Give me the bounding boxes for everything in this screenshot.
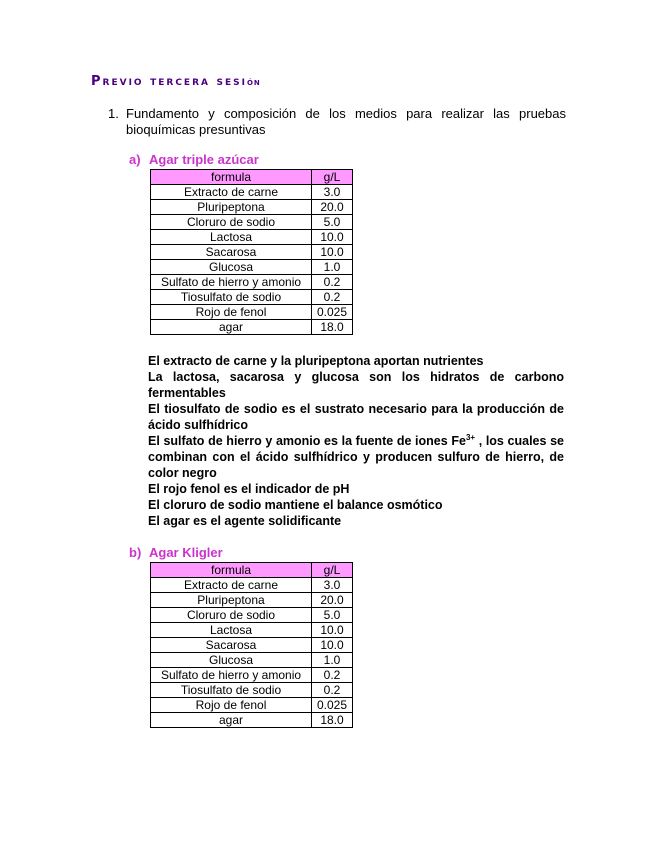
note-paragraph: La lactosa, sacarosa y glucosa son los hidratos de carbono fermentables bbox=[148, 370, 564, 400]
amount-cell: 0.2 bbox=[312, 668, 353, 683]
table-row bbox=[151, 683, 353, 698]
ingredient-cell: Extracto de carne bbox=[151, 185, 312, 200]
list-item-number: 1. bbox=[108, 106, 119, 121]
table-row bbox=[151, 638, 353, 653]
ingredient-cell: Pluripeptona bbox=[151, 593, 312, 608]
table-row bbox=[151, 245, 353, 260]
note-paragraph bbox=[148, 433, 564, 481]
column-header-gl: g/L bbox=[312, 170, 353, 185]
ingredient-cell: Extracto de carne bbox=[151, 578, 312, 593]
ingredient-cell: Cloruro de sodio bbox=[151, 215, 312, 230]
amount-cell: 1.0 bbox=[312, 260, 353, 275]
amount-cell: 18.0 bbox=[312, 713, 353, 728]
amount-cell: 10.0 bbox=[312, 245, 353, 260]
note-paragraph: El rojo fenol es el indicador de pH bbox=[148, 482, 350, 496]
page-title bbox=[91, 74, 261, 89]
amount-cell: 0.025 bbox=[312, 698, 353, 713]
table-row bbox=[151, 653, 353, 668]
column-header-gl: g/L bbox=[312, 563, 353, 578]
note-text: , los cuales se combinan con el ácido sulfhídrico y producen sulfuro de hierro, de color negro bbox=[148, 434, 564, 480]
table-row bbox=[151, 230, 353, 245]
amount-cell: 1.0 bbox=[312, 653, 353, 668]
ingredient-cell: Cloruro de sodio bbox=[151, 608, 312, 623]
table-row bbox=[151, 215, 353, 230]
page-title-main: Previo tercera sesi bbox=[91, 74, 247, 89]
table-row bbox=[151, 593, 353, 608]
note-paragraph: El cloruro de sodio mantiene el balance osmótico bbox=[148, 498, 443, 512]
ingredient-cell: Sacarosa bbox=[151, 245, 312, 260]
amount-cell: 0.2 bbox=[312, 683, 353, 698]
ingredient-cell: Glucosa bbox=[151, 260, 312, 275]
section-b-heading bbox=[129, 545, 223, 560]
table-agar-kligler bbox=[150, 562, 353, 728]
ingredient-cell: Rojo de fenol bbox=[151, 305, 312, 320]
table-row bbox=[151, 713, 353, 728]
note-paragraph: El tiosulfato de sodio es el sustrato necesario para la producción de ácido sulfhídrico bbox=[148, 402, 564, 432]
column-header-formula: formula bbox=[151, 563, 312, 578]
ingredient-cell: Pluripeptona bbox=[151, 200, 312, 215]
amount-cell: 0.025 bbox=[312, 305, 353, 320]
table-row bbox=[151, 623, 353, 638]
note-text: El sulfato de hierro y amonio es la fuente de iones Fe bbox=[148, 434, 466, 448]
table-row bbox=[151, 305, 353, 320]
note-paragraph: El agar es el agente solidificante bbox=[148, 514, 342, 528]
table-row bbox=[151, 578, 353, 593]
amount-cell: 0.2 bbox=[312, 290, 353, 305]
section-a-title: Agar triple azúcar bbox=[149, 152, 259, 167]
table-header-row bbox=[151, 563, 353, 578]
table-row bbox=[151, 200, 353, 215]
table-agar-triple-azucar bbox=[150, 169, 353, 335]
amount-cell: 5.0 bbox=[312, 608, 353, 623]
amount-cell: 5.0 bbox=[312, 215, 353, 230]
section-a-heading bbox=[129, 152, 259, 167]
ingredient-cell: Tiosulfato de sodio bbox=[151, 683, 312, 698]
table-row bbox=[151, 275, 353, 290]
list-item-1 bbox=[108, 106, 566, 138]
ingredient-cell: Lactosa bbox=[151, 230, 312, 245]
section-b-label: b) bbox=[129, 545, 142, 560]
ingredient-cell: Sulfato de hierro y amonio bbox=[151, 275, 312, 290]
column-header-formula: formula bbox=[151, 170, 312, 185]
table-row bbox=[151, 608, 353, 623]
ingredient-cell: Lactosa bbox=[151, 623, 312, 638]
amount-cell: 20.0 bbox=[312, 200, 353, 215]
amount-cell: 10.0 bbox=[312, 638, 353, 653]
ingredient-cell: Sacarosa bbox=[151, 638, 312, 653]
notes-block bbox=[148, 353, 564, 529]
page-title-suffix: ón bbox=[246, 77, 261, 88]
ingredient-cell: Sulfato de hierro y amonio bbox=[151, 668, 312, 683]
amount-cell: 18.0 bbox=[312, 320, 353, 335]
section-a-label: a) bbox=[129, 152, 141, 167]
ingredient-cell: agar bbox=[151, 320, 312, 335]
amount-cell: 10.0 bbox=[312, 230, 353, 245]
list-item-text: Fundamento y composición de los medios para realizar las pruebas bioquímicas presuntivas bbox=[126, 106, 566, 137]
table-row bbox=[151, 290, 353, 305]
table-row bbox=[151, 185, 353, 200]
ingredient-cell: agar bbox=[151, 713, 312, 728]
ingredient-cell: Rojo de fenol bbox=[151, 698, 312, 713]
amount-cell: 0.2 bbox=[312, 275, 353, 290]
amount-cell: 3.0 bbox=[312, 185, 353, 200]
amount-cell: 10.0 bbox=[312, 623, 353, 638]
note-paragraph: El extracto de carne y la pluripeptona aportan nutrientes bbox=[148, 354, 484, 368]
amount-cell: 3.0 bbox=[312, 578, 353, 593]
section-b-title: Agar Kligler bbox=[149, 545, 223, 560]
ingredient-cell: Glucosa bbox=[151, 653, 312, 668]
table-row bbox=[151, 698, 353, 713]
table-row bbox=[151, 320, 353, 335]
superscript-charge: 3+ bbox=[465, 432, 476, 442]
table-row bbox=[151, 260, 353, 275]
amount-cell: 20.0 bbox=[312, 593, 353, 608]
ingredient-cell: Tiosulfato de sodio bbox=[151, 290, 312, 305]
table-header-row bbox=[151, 170, 353, 185]
table-row bbox=[151, 668, 353, 683]
